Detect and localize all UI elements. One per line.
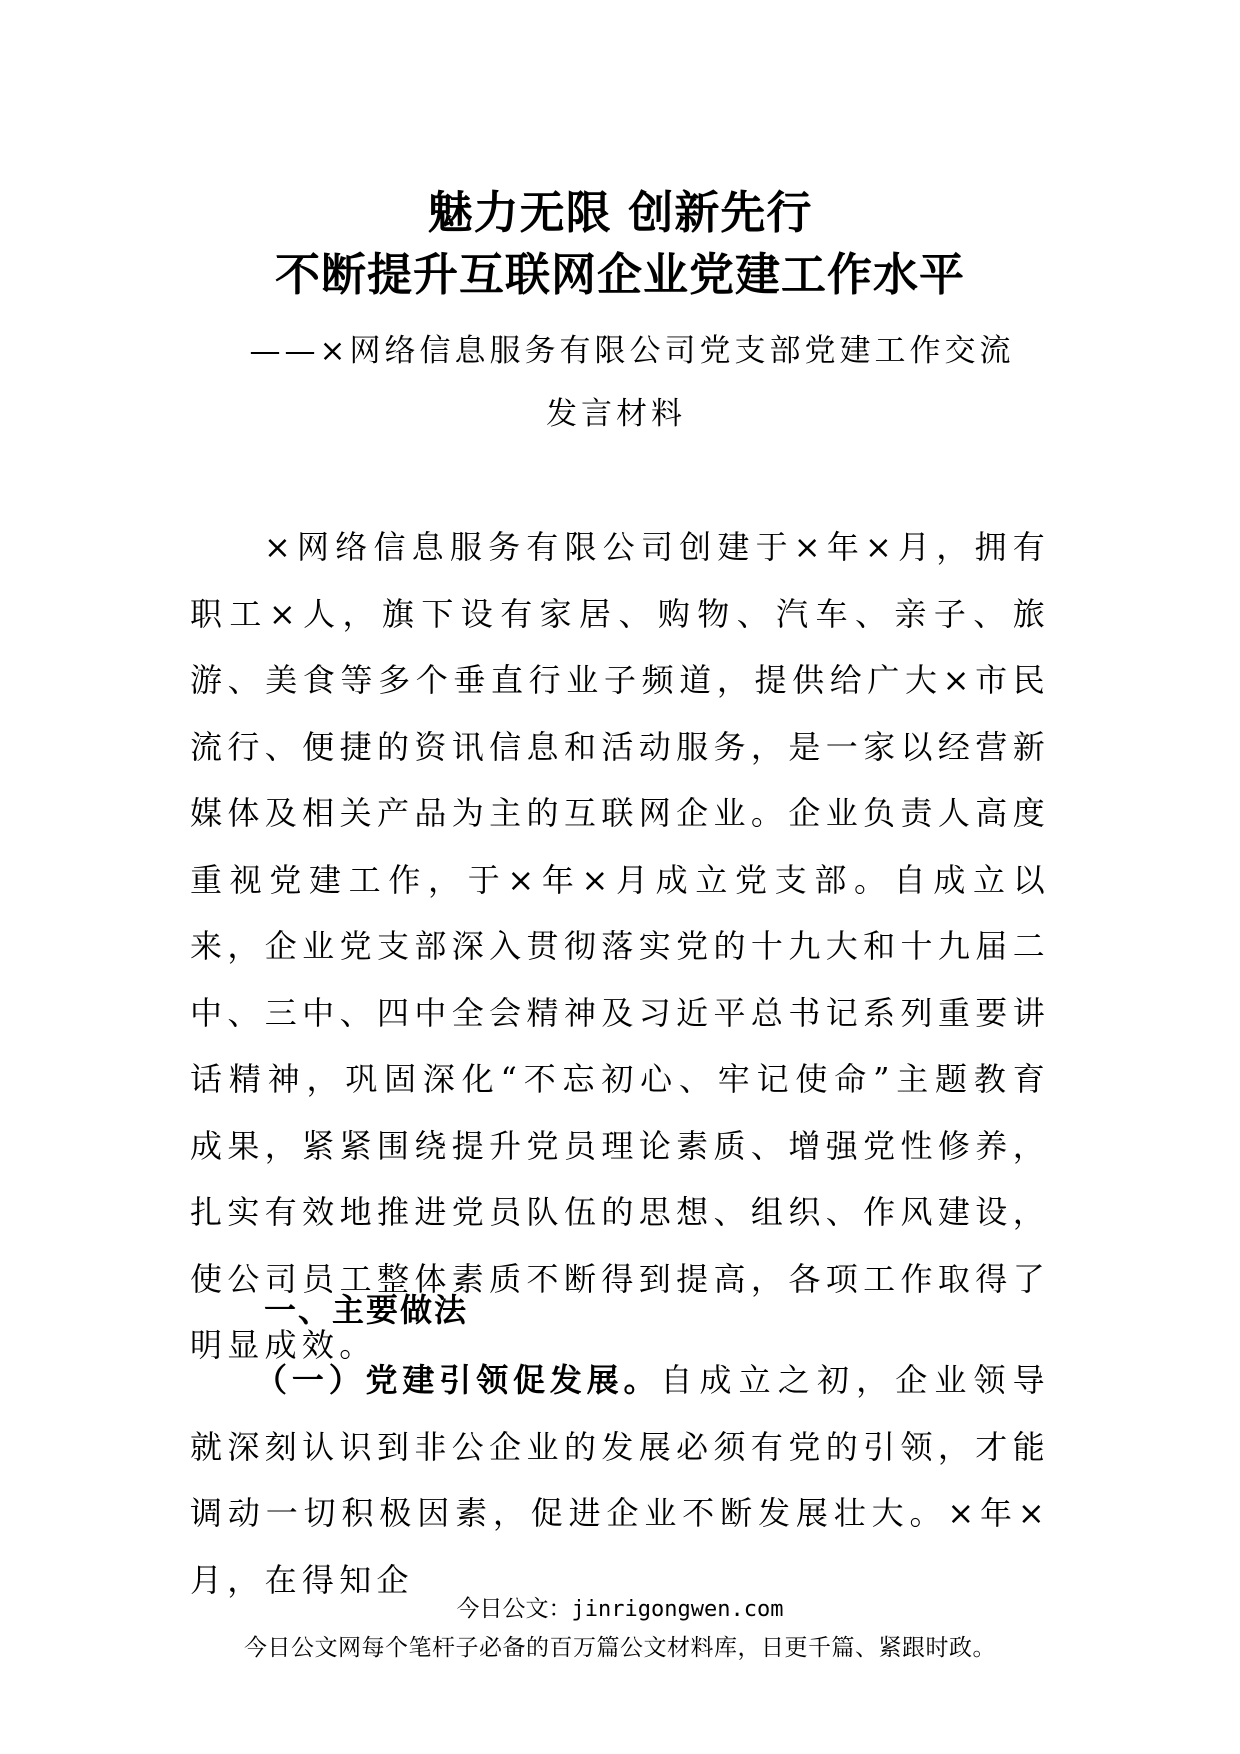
document-subtitle-line-2: 发言材料 <box>546 396 686 432</box>
document-title-line-2: 不断提升互联网企业党建工作水平 <box>274 248 965 301</box>
footer-site-line <box>0 1593 1240 1626</box>
footer-site-url[interactable]: jinrigongwen.com <box>571 1597 784 1622</box>
intro-paragraph: ×网络信息服务有限公司创建于×年×月，拥有职工×人，旗下设有家居、购物、汽车、亲子、旅游、美食等多个垂直行业子频道，提供给广大×市民流行、便捷的资讯信息和活动服务，是一家以经营新媒体及相关产品为主的互联网企业。企业负责人高度重视党建工作，于×年×月成立党支部。自成立以来，企业党支部深入贯彻落实党的十九大和十九届二中、三中、四中全会精神及习近平总书记系列重要讲话精神，巩固深化“不忘初心、牢记使命”主题教育成果，紧紧围绕提升党员理论素质、增强党性修养，扎实有效地推进党员队伍的思想、组织、作风建设，使公司员工整体素质不断得到提高，各项工作取得了明显成效。 <box>190 528 1050 1364</box>
footer-site-label: 今日公文： <box>456 1596 572 1622</box>
section-heading-main-practices: 一、主要做法 <box>264 1291 469 1329</box>
subsection-heading-party-building: （一）党建引领促发展。 <box>255 1361 661 1399</box>
footer-slogan: 今日公文网每个笔杆子必备的百万篇公文材料库，日更千篇、紧跟时政。 <box>244 1635 996 1661</box>
document-title-line-1: 魅力无限 创新先行 <box>427 186 813 239</box>
subsection-paragraph-1 <box>190 1347 1050 1613</box>
subsection-paragraph-1-text: 自成立之初，企业领导就深刻认识到非公企业的发展必须有党的引领，才能调动一切积极因素，促进企业不断发展壮大。×年×月，在得知企 <box>190 1361 1050 1599</box>
document-subtitle-line-1: ——×网络信息服务有限公司党支部党建工作交流 <box>249 333 1015 369</box>
